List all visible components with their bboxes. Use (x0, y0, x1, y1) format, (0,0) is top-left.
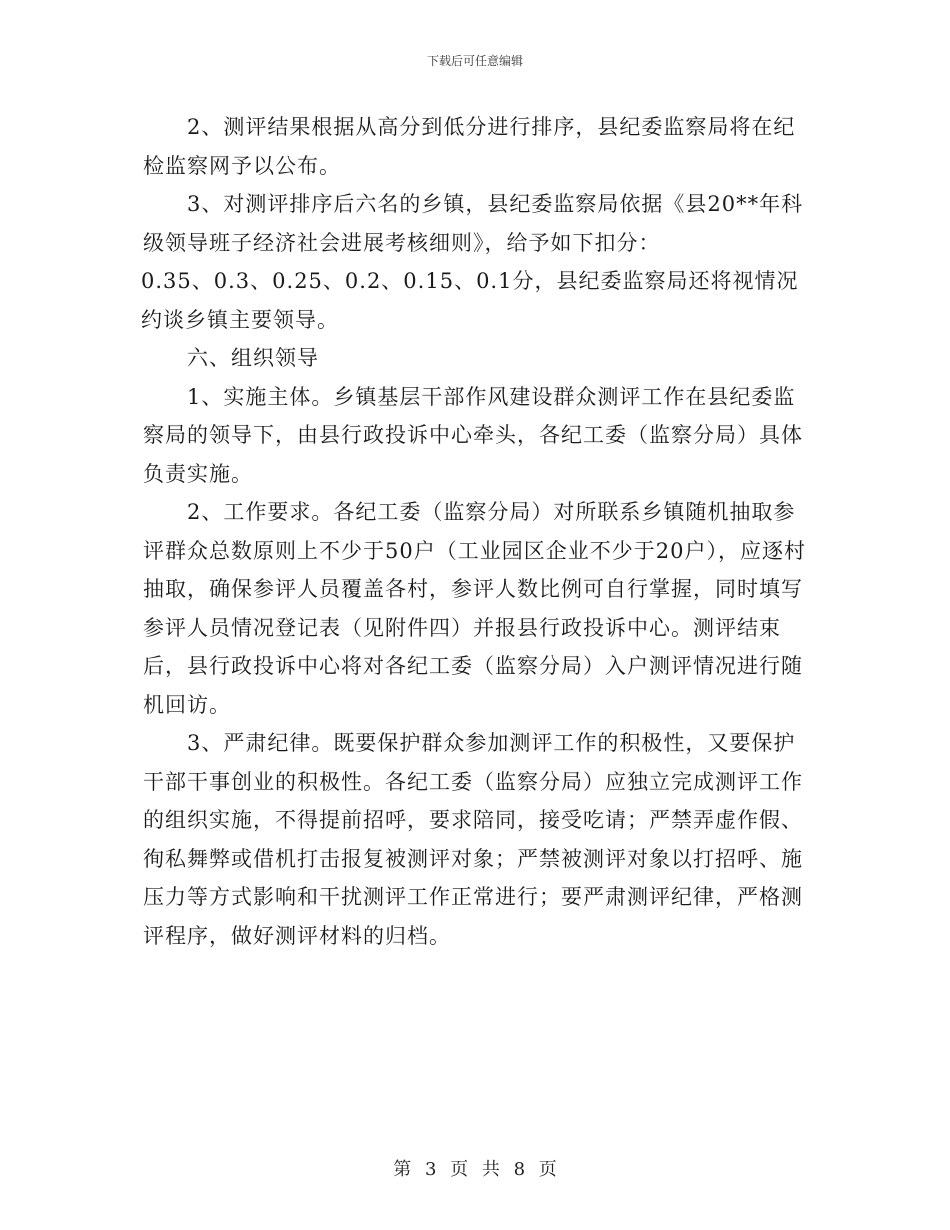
footer-mid: 页 (450, 1159, 469, 1180)
page-header: 下载后可任意编辑 (426, 54, 523, 68)
document-body (143, 108, 815, 955)
footer-total-label: 共 (481, 1159, 500, 1180)
paragraph-3: 0.35、0.3、0.25、0.2、0.15、0.1分，县纪委监察局还将视情况约谈乡镇主要领导。 (141, 269, 799, 332)
footer-suffix: 页 (538, 1159, 557, 1180)
footer-total-pages: 8 (513, 1159, 526, 1180)
paragraph-5: 1、实施主体。乡镇基层干部作风建设群众测评工作在县纪委监察局的领导下，由县行政投诉中心牵头，各纪工委（监察分局）具体负责实施。 (143, 384, 803, 486)
footer-prefix: 第 (393, 1159, 412, 1180)
section-heading: 六、组织领导 (187, 346, 319, 370)
paragraph-7: 3、严肃纪律。既要保护群众参加测评工作的积极性，又要保护干部干事创业的积极性。各纪工委（监察分局）应独立完成测评工作的组织实施，不得提前招呼，要求陪同，接受吃请；严禁弄虚作假、徇私舞弊或借机打击报复被测评对象；严禁被测评对象以打招呼、施压力等方式影响和干扰测评工作正常进行；要严肃测评纪律，严格测评程序，做好测评材料的归档。 (143, 731, 803, 948)
paragraph-6: 2、工作要求。各纪工委（监察分局）对所联系乡镇随机抽取参评群众总数原则上不少于50户（工业园区企业不少于20户），应逐村抽取，确保参评人员覆盖各村，参评人数比例可自行掌握，同时填写参评人员情况登记表（见附件四）并报县行政投诉中心。测评结束后，县行政投诉中心将对各纪工委（监察分局）入户测评情况进行随机回访。 (143, 500, 806, 717)
footer-current-page: 3 (424, 1159, 437, 1180)
paragraph-2: 3、对测评排序后六名的乡镇，县纪委监察局依据《县20**年科级领导班子经济社会进展考核细则》，给予如下扣分： (143, 192, 804, 255)
page-footer (0, 1155, 950, 1181)
paragraph-1: 2、测评结果根据从高分到低分进行排序，县纪委监察局将在纪检监察网予以公布。 (143, 115, 796, 178)
